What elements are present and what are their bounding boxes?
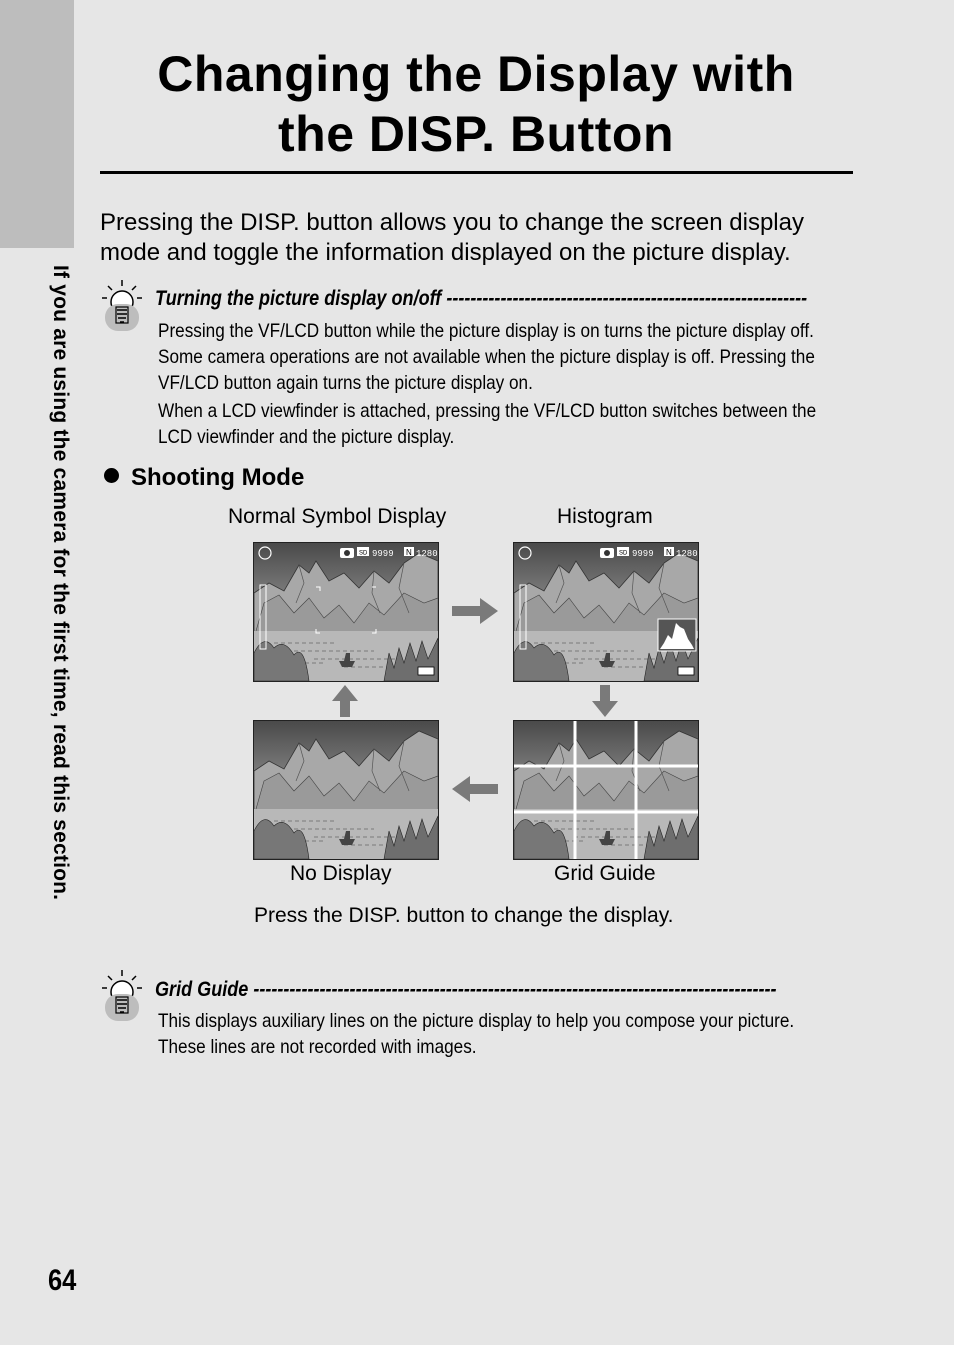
svg-text:SD: SD [359, 550, 368, 557]
title-line-1: Changing the Display with [157, 46, 795, 102]
lightbulb-tip-icon [102, 280, 142, 332]
intro-paragraph: Pressing the DISP. button allows you to change the screen display mode and toggle the information displayed on the picture display. [100, 209, 804, 266]
page-title [100, 44, 852, 164]
sidebar-section-label: If you are using the camera for the first time, read this section. [49, 265, 72, 901]
title-divider [100, 171, 853, 174]
arrow-left-icon [452, 776, 498, 802]
tip-body-lcd-viewfinder: When a LCD viewfinder is attached, pressing the VF/LCD button switches between the LCD viewfinder and the picture display. [158, 400, 817, 448]
arrow-up-icon [332, 685, 358, 717]
tip-heading-grid-guide: Grid Guide --------------------------------------------------------------------------------------- [155, 978, 777, 1001]
tip-heading-display-toggle: Turning the picture display on/off ------------------------------------------------------------ [155, 287, 808, 310]
svg-text:1280: 1280 [416, 549, 438, 559]
bullet-icon [104, 468, 119, 483]
svg-text:9999: 9999 [632, 549, 654, 559]
arrow-right-icon [452, 598, 498, 624]
label-normal-symbol-display: Normal Symbol Display [228, 505, 447, 528]
svg-text:1280: 1280 [676, 549, 698, 559]
screen-normal-symbol-display [253, 542, 439, 682]
svg-text:9999: 9999 [372, 549, 394, 559]
label-grid-guide: Grid Guide [554, 862, 656, 885]
screen-no-display [253, 720, 439, 860]
chapter-tab [0, 0, 74, 248]
title-line-2: the DISP. Button [278, 106, 674, 162]
screen-histogram [513, 542, 699, 682]
svg-text:N: N [666, 548, 672, 557]
page-number: 64 [48, 1264, 77, 1297]
label-histogram: Histogram [557, 505, 653, 528]
tip-body-display-toggle: Pressing the VF/LCD button while the picture display is on turns the picture display off. Some camera operations are not available when the picture display is off. Pressing the VF/LCD button again turns the picture display on. [158, 320, 815, 394]
section-heading-shooting-mode: Shooting Mode [104, 464, 304, 492]
arrow-down-icon [592, 685, 618, 717]
svg-text:N: N [406, 548, 412, 557]
screen-grid-guide [513, 720, 699, 860]
label-no-display: No Display [290, 862, 392, 885]
figure-caption: Press the DISP. button to change the display. [254, 904, 674, 927]
lightbulb-tip-icon [102, 970, 142, 1022]
tip-body-grid-guide: This displays auxiliary lines on the picture display to help you compose your picture. These lines are not recorded with images. [158, 1010, 795, 1058]
svg-text:SD: SD [619, 550, 628, 557]
